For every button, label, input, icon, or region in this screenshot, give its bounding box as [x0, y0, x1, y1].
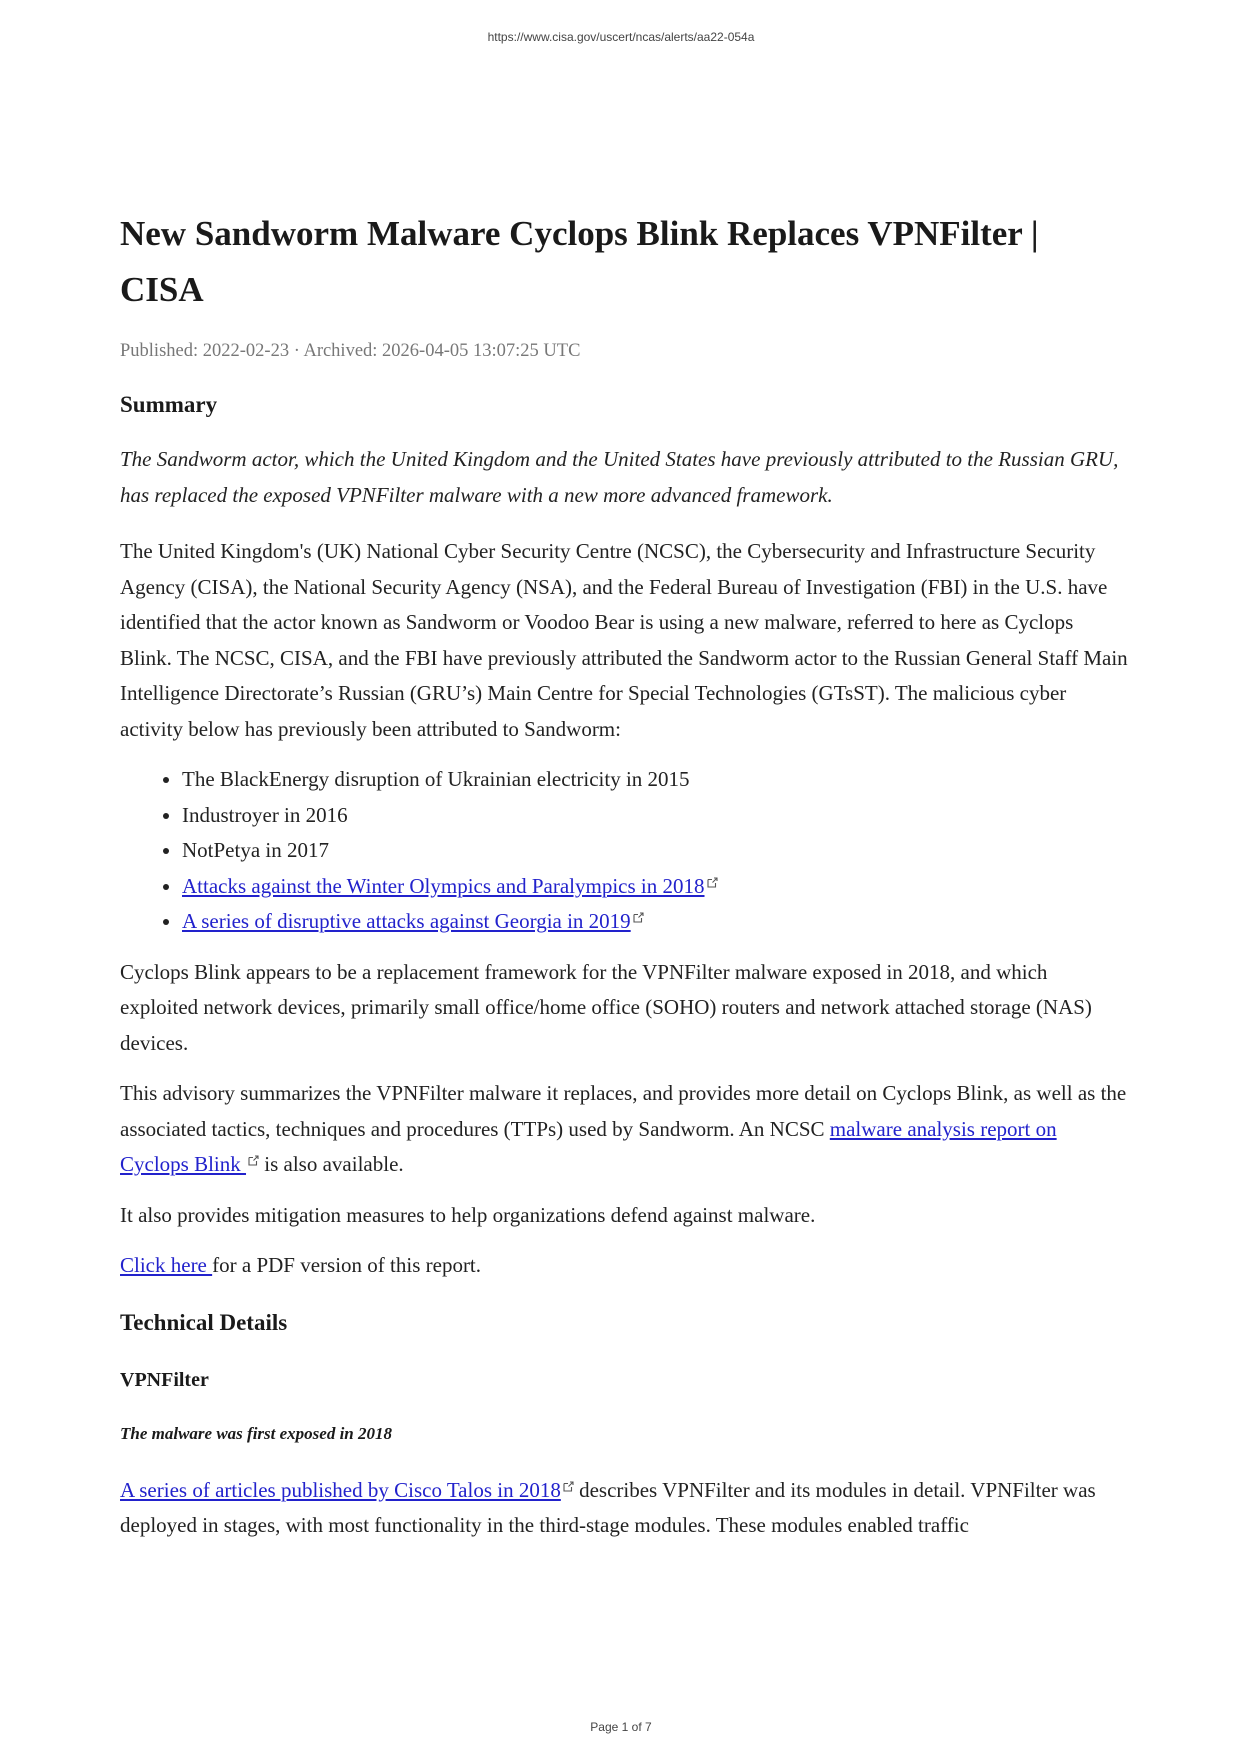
sandworm-activity-list — [120, 762, 1130, 940]
summary-lead: The Sandworm actor, which the United Kingdom and the United States have previously attributed to the Russian GRU, has replaced the exposed VPNFilter malware with a new more advanced framework. — [120, 447, 1119, 507]
external-link-icon — [707, 877, 718, 888]
page-title: New Sandworm Malware Cyclops Blink Replaces VPNFilter | CISA — [120, 214, 1039, 309]
mitigation-paragraph: It also provides mitigation measures to help organizations defend against malware. — [120, 1202, 816, 1227]
pdf-version-link[interactable]: Click here — [120, 1253, 213, 1277]
list-item: • NotPetya in 2017 — [182, 833, 1130, 869]
list-item — [182, 869, 1130, 905]
intro-paragraph: The United Kingdom's (UK) National Cyber Security Centre (NCSC), the Cybersecurity and Infrastructure Security Agency (CISA), the National Security Agency (NSA), and the Federal Bureau of Investigation (FBI) in the U.S. have identified that the actor known as Sandworm or Voodoo Bear is using a new malware, referred to here as Cyclops Blink. The NCSC, CISA, and the FBI have previously attributed the Sandworm actor to the Russian General Staff Main Intelligence Directorate’s Russian (GRU’s) Main Centre for Special Technologies (GTsST). The malicious cyber activity below has previously been attributed to Sandworm: — [120, 539, 1128, 741]
list-item — [182, 904, 1130, 940]
talos-paragraph: A series of articles published by Cisco Talos in 2018 describes VPNFilter and its modules in detail. VPNFilter was deployed in stages, with most functionality in the third-stage modules. These modules enabled traffic — [120, 1477, 1096, 1537]
external-link-icon — [248, 1155, 259, 1166]
technical-details-heading: Technical Details — [120, 1309, 288, 1335]
vpnfilter-heading: VPNFilter — [120, 1368, 209, 1391]
page-number: Page 1 of 7 — [590, 1720, 652, 1734]
cyclops-blink-paragraph: Cyclops Blink appears to be a replacement framework for the VPNFilter malware exposed in 2018, and which exploited network devices, primarily small office/home office (SOHO) routers and network attached storage (NAS) devices. — [120, 959, 1092, 1055]
list-item: • The BlackEnergy disruption of Ukrainian electricity in 2015 — [182, 762, 1130, 798]
georgia-attacks-link[interactable]: A series of disruptive attacks against Georgia in 2019 — [182, 909, 631, 933]
list-item: • Industroyer in 2016 — [182, 798, 1130, 834]
pdf-paragraph: Click here for a PDF version of this report. — [120, 1253, 482, 1277]
external-link-icon — [633, 912, 644, 923]
external-link-icon — [563, 1481, 574, 1492]
summary-heading: Summary — [120, 392, 218, 417]
publish-meta: Published: 2022-02-23 · Archived: 2026-04-05 13:07:25 UTC — [120, 341, 581, 361]
vpnfilter-subheading: The malware was first exposed in 2018 — [120, 1423, 393, 1443]
olympics-attack-link[interactable]: Attacks against the Winter Olympics and Paralympics in 2018 — [182, 873, 705, 898]
print-header-url: https://www.cisa.gov/uscert/ncas/alerts/aa22-054a — [487, 30, 755, 44]
cisco-talos-articles-link[interactable]: A series of articles published by Cisco Talos in 2018 — [120, 1477, 561, 1502]
advisory-paragraph: This advisory summarizes the VPNFilter malware it replaces, and provides more detail on Cyclops Blink, as well as the associated tactics, techniques and procedures (TTPs) used by Sandworm. An NCSC malware analysis report on Cyclops Blink is also available. — [120, 1081, 1127, 1176]
article — [120, 206, 1130, 1544]
malware-analysis-report-link[interactable]: malware analysis report on Cyclops Blink — [120, 1116, 1057, 1176]
